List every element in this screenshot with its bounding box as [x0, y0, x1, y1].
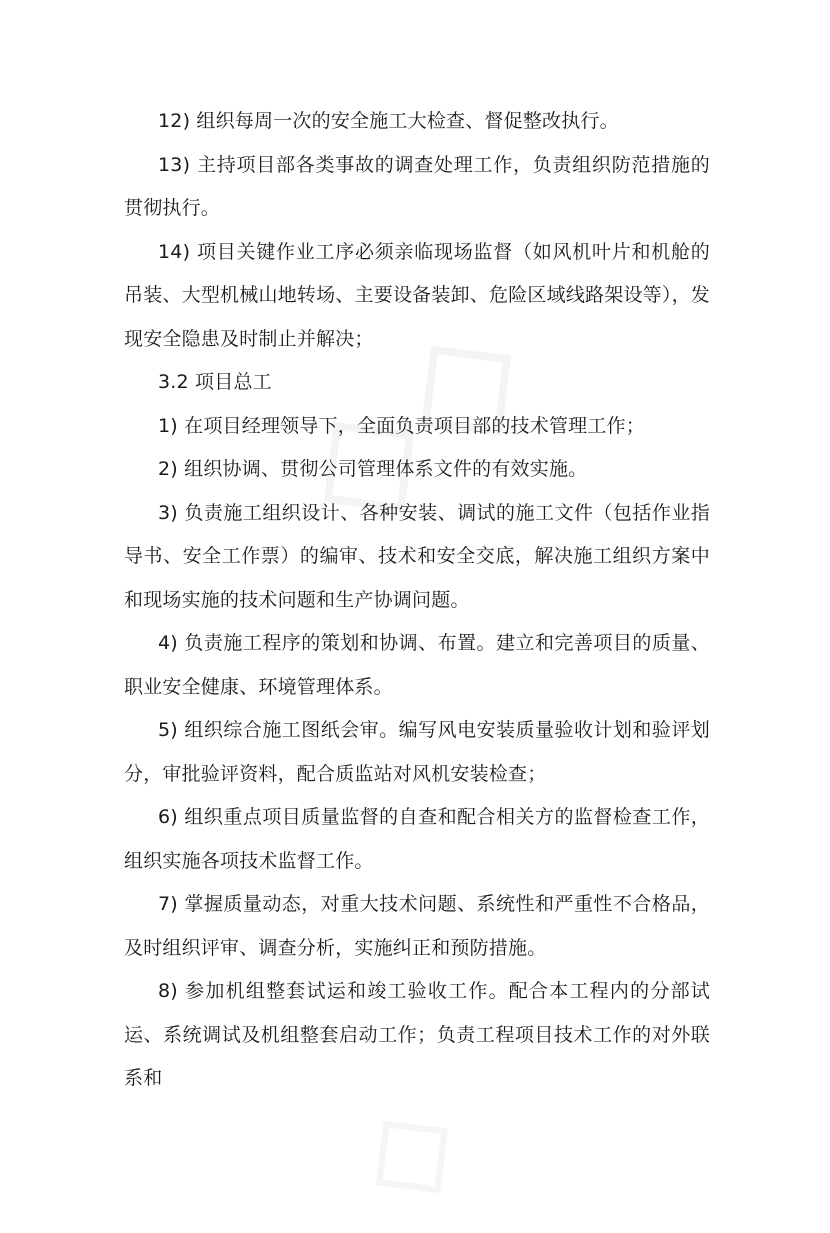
- paragraph-item-4: 4) 负责施工程序的策划和协调、布置。建立和完善项目的质量、职业安全健康、环境管理体系。: [124, 632, 710, 698]
- paragraph-item-7: 7) 掌握质量动态，对重大技术问题、系统性和严重性不合格品，及时组织评审、调查分析，实施纠正和预防措施。: [124, 893, 710, 959]
- paragraph-item-12: 12) 组织每周一次的安全施工大检查、督促整改执行。: [158, 110, 619, 132]
- paragraph-item-13: 13) 主持项目部各类事故的调查处理工作，负责组织防范措施的贯彻执行。: [124, 153, 710, 219]
- paragraph-item-1: 1) 在项目经理领导下，全面负责项目部的技术管理工作；: [158, 414, 645, 437]
- paragraph-item-6: 6) 组织重点项目质量监督的自查和配合相关方的监督检查工作，组织实施各项技术监督工作。: [124, 806, 710, 872]
- paragraph-item-8: 8) 参加机组整套试运和竣工验收工作。配合本工程内的分部试运、系统调试及机组整套启动工作；负责工程项目技术工作的对外联系和: [124, 980, 710, 1089]
- paragraph-item-14: 14) 项目关键作业工序必须亲临现场监督（如风机叶片和机舱的吊装、大型机械山地转场、主要设备装卸、危险区域线路架设等），发现安全隐患及时制止并解决；: [124, 240, 710, 350]
- paragraph-item-2: 2) 组织协调、贯彻公司管理体系文件的有效实施。: [158, 458, 588, 480]
- document-body: [124, 100, 710, 1101]
- paragraph-item-3: 3) 负责施工组织设计、各种安装、调试的施工文件（包括作业指导书、安全工作票）的编审、技术和安全交底，解决施工组织方案中和现场实施的技术问题和生产协调问题。: [124, 501, 710, 611]
- section-heading-3-2: 3.2 项目总工: [158, 371, 272, 393]
- paragraph-item-5: 5) 组织综合施工图纸会审。编写风电安装质量验收计划和验评划分，审批验评资料，配合质监站对风机安装检查；: [124, 719, 710, 785]
